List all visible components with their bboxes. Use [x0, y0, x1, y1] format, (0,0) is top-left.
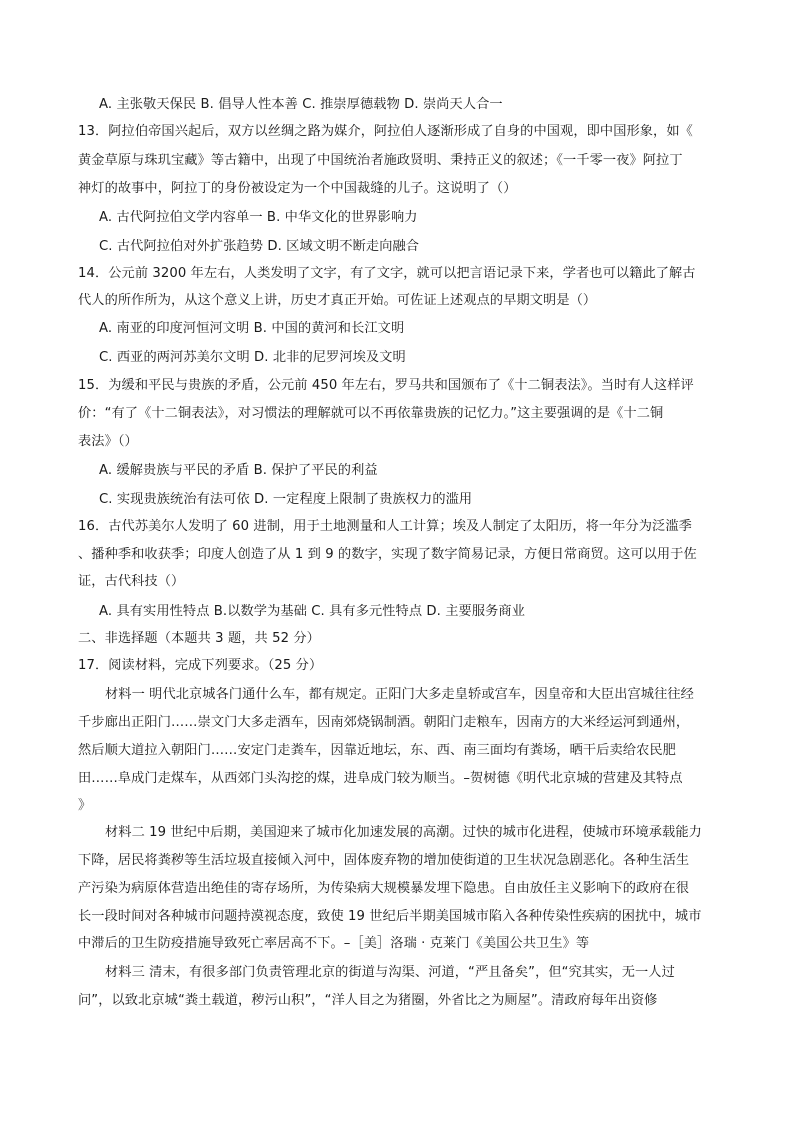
material-1-line-4: 田……阜成门走煤车，从西郊门头沟挖的煤，进阜成门较为顺当。–贺树德《明代北京城的营建及其特点: [78, 771, 683, 786]
material-2-line-1: 材料二 19 世纪中后期，美国迎来了城市化加速发展的高潮。过快的城市化进程，使城市环境承载能力: [105, 825, 702, 840]
q17-title: 17．阅读材料，完成下列要求。（25 分）: [78, 658, 323, 673]
material-1-line-1: 材料一 明代北京城各门通什么车，都有规定。正阳门大多走皇轿或宫车，因皇帝和大臣出宫城往往经: [105, 687, 694, 702]
q14-stem-line-1: 14．公元前 3200 年左右，人类发明了文字，有了文字，就可以把言语记录下来，学者也可以籍此了解古: [78, 266, 696, 281]
q14-stem-line-2: 代人的所作所为，从这个意义上讲，历史才真正开始。可佐证上述观点的早期文明是（）: [78, 293, 597, 308]
q16-stem-line-3: 证，古代科技（）: [78, 574, 185, 589]
material-2-line-3: 产污染为病原体营造出绝佳的寄存场所，为传染病大规模暴发埋下隐患。自由放任主义影响下的政府在很: [78, 881, 690, 896]
q15-stem-line-3: 表法》（）: [78, 434, 138, 449]
material-2-line-2: 下降，居民将粪秽等生活垃圾直接倾入河中，固体废弃物的增加使街道的卫生状况急剧恶化。各种生活生: [78, 853, 690, 868]
q12-options: A. 主张敬天保民 B. 倡导人性本善 C. 推崇厚德载物 D. 崇尚天人合一: [99, 97, 503, 112]
q15-stem-line-1: 15．为缓和平民与贵族的矛盾，公元前 450 年左右，罗马共和国颁布了《十二铜表法》。当时有人这样评: [78, 378, 694, 393]
material-3-line-2: 问”，以致北京城“粪土载道，秽污山积”，“洋人目之为猪圈，外省比之为厕屋”。清政府每年出资修: [78, 993, 658, 1008]
q13-stem-line-1: 13．阿拉伯帝国兴起后，双方以丝绸之路为媒介，阿拉伯人逐渐形成了自身的中国观，即中国形象，如《: [78, 124, 693, 139]
q13-options-1: A. 古代阿拉伯文学内容单一 B. 中华文化的世界影响力: [99, 210, 418, 225]
material-2-line-5: 中滞后的卫生防疫措施导致死亡率居高不下。–［美］洛瑞 · 克莱门《美国公共卫生》等: [78, 936, 590, 951]
q15-options-1: A. 缓解贵族与平民的矛盾 B. 保护了平民的利益: [99, 463, 378, 478]
section-heading: 二、非选择题（本题共 3 题，共 52 分）: [78, 631, 320, 646]
material-1-line-3: 然后顺大道拉入朝阳门……安定门走粪车，因靠近地坛，东、西、南三面均有粪场，晒干后卖给农民肥: [78, 743, 676, 758]
q16-options: A. 具有实用性特点 B.以数学为基础 C. 具有多元性特点 D. 主要服务商业: [99, 604, 525, 619]
q16-stem-line-1: 16．古代苏美尔人发明了 60 进制，用于土地测量和人工计算；埃及人制定了太阳历，将一年分为泛滥季: [78, 519, 692, 534]
material-2-line-4: 长一段时间对各种城市问题持漠视态度，致使 19 世纪后半期美国城市陷入各种传染性疾病的困扰中，城市: [78, 909, 702, 924]
material-1-line-2: 千步廊出正阳门……崇文门大多走酒车，因南郊烧锅制酒。朝阳门走粮车，因南方的大米经运河到通州，: [78, 715, 690, 730]
q13-stem-line-3: 神灯的故事中，阿拉丁的身份被设定为一个中国裁缝的儿子。这说明了（）: [78, 181, 517, 196]
q16-stem-line-2: 、播种季和收获季；印度人创造了从 1 到 9 的数字，实现了数字简易记录，方便日常商贸。这可以用于佐: [78, 547, 697, 562]
material-3-line-1: 材料三 清末，有很多部门负责管理北京的街道与沟渠、河道，“严且备矣”，但“究其实，无一人过: [105, 965, 675, 980]
q14-options-1: A. 南亚的印度河恒河文明 B. 中国的黄河和长江文明: [99, 321, 405, 336]
q15-options-2: C. 实现贵族统治有法可依 D. 一定程度上限制了贵族权力的滥用: [99, 492, 473, 507]
q13-stem-line-2: 黄金草原与珠玑宝藏》等古籍中，出现了中国统治者施政贤明、秉持正义的叙述；《一千零一夜》阿拉丁: [78, 153, 683, 168]
material-1-line-5: 》: [78, 798, 92, 813]
q15-stem-line-2: 价：“有了《十二铜表法》，对习惯法的理解就可以不再依靠贵族的记忆力。”这主要强调的是《十二铜: [78, 406, 664, 421]
q14-options-2: C. 西亚的两河苏美尔文明 D. 北非的尼罗河埃及文明: [99, 350, 406, 365]
q13-options-2: C. 古代阿拉伯对外扩张趋势 D. 区域文明不断走向融合: [99, 239, 420, 254]
